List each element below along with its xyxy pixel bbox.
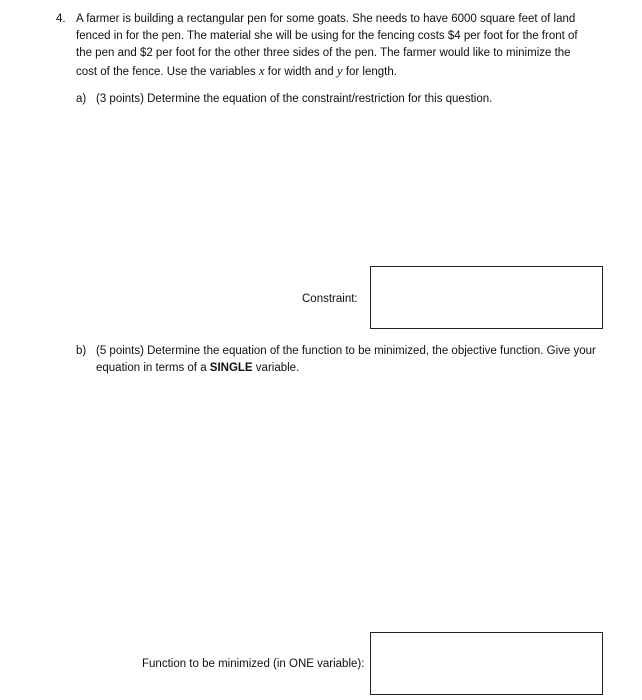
part-b-prompt-start: (5 points) Determine the equation of the function to be minimized, the objective function. Give your equation in terms of a xyxy=(96,345,596,374)
objective-function-label: Function to be minimized (in ONE variable): xyxy=(142,658,365,670)
problem-line-4-middle: for width and xyxy=(264,66,337,78)
problem-line-3: the pen and $2 per foot for the other three sides of the pen. The farmer would like to minimize the xyxy=(76,47,571,59)
objective-function-answer-box[interactable] xyxy=(370,632,603,695)
part-b-prompt xyxy=(96,343,596,377)
constraint-label: Constraint: xyxy=(302,293,358,305)
problem-line-2: fenced in for the pen. The material she will be using for the fencing costs $4 per foot for the front of xyxy=(76,30,578,42)
problem-statement xyxy=(76,11,596,81)
part-a-prompt: (3 points) Determine the equation of the constraint/restriction for this question. xyxy=(96,93,493,105)
part-a-label: a) xyxy=(76,93,87,105)
constraint-answer-box[interactable] xyxy=(370,266,603,329)
problem-line-1: A farmer is building a rectangular pen for some goats. She needs to have 6000 square feet of land xyxy=(76,13,576,25)
question-number: 4. xyxy=(56,13,66,25)
part-b-label: b) xyxy=(76,345,87,357)
variable-x: x xyxy=(258,63,265,78)
problem-line-4-end: for length. xyxy=(342,66,397,78)
problem-line-4-start: cost of the fence. Use the variables xyxy=(76,66,259,78)
variable-y: y xyxy=(336,63,343,78)
part-b-prompt-end: variable. xyxy=(252,362,300,374)
part-b-emphasis: SINGLE xyxy=(209,362,253,374)
problem-line-4 xyxy=(76,62,596,81)
